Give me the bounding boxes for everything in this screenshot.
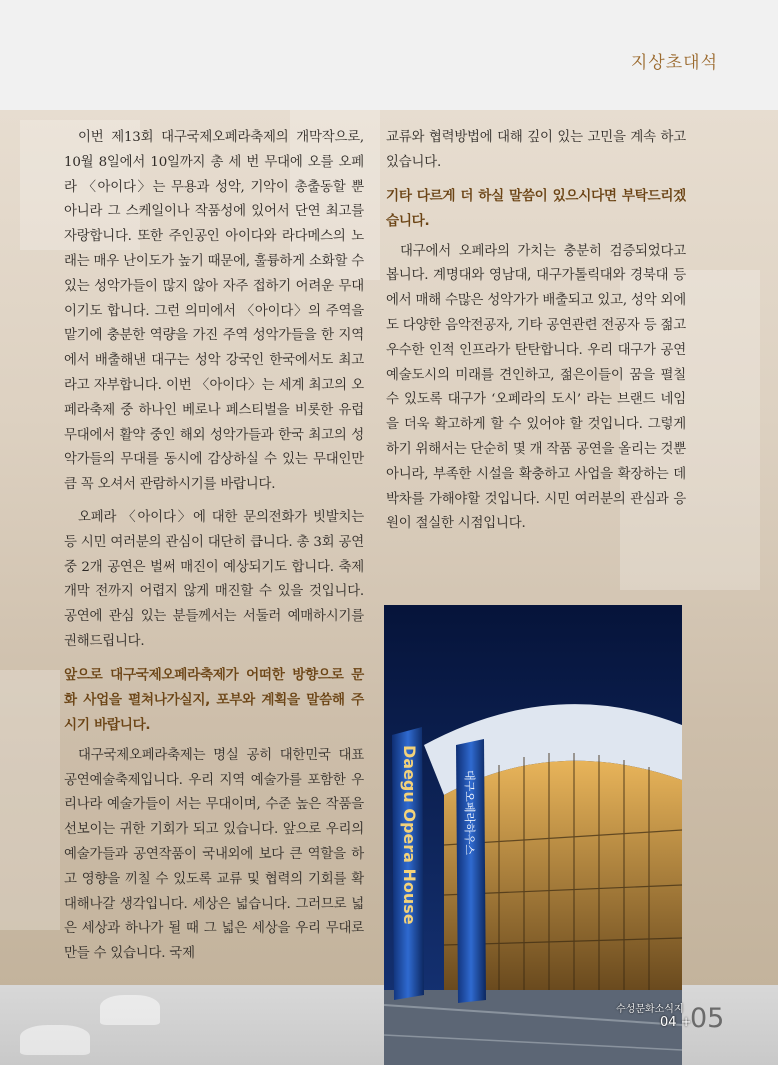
background-car xyxy=(100,995,160,1025)
body-paragraph: 대구에서 오페라의 가치는 충분히 검증되었다고 봅니다. 계명대와 영남대, 대구가톨릭대와 경북대 등에서 매해 수많은 성악가가 배출되고 있고, 성악 외에도 다양한 음악전공자, 기타 공연관련 전공자 등 젊고 우수한 인적 인프라가 탄탄합니다. 우리 대구가 공연예술도시의 미래를 견인하고, 젊은이들이 꿈을 펼칠 수 있도록 대구가 ‘오페라의 도시’ 라는 브랜드 네임을 더욱 확고하게 할 수 있어야 할 것입니다. 그렇게 하기 위해서는 단순히 몇 개 작품 공연을 올리는 것뿐 아니라, 부족한 시설을 확충하고 사업을 확장하는 데 박차를 가해야할 것입니다. 시민 여러분의 관심과 응원이 절실한 시점입니다. xyxy=(386,243,686,532)
opera-house-photo xyxy=(384,605,682,1065)
page-number: 05 xyxy=(690,1003,725,1034)
pillar-sign-korean: 대구오페라하우스 xyxy=(463,770,476,856)
body-paragraph: 오페라 〈아이다〉에 대한 문의전화가 빗발치는 등 시민 여러분의 관심이 대단히 큽니다. 총 3회 공연 중 2개 공연은 벌써 매진이 예상되기도 합니다. 축제 개막 전까지 어렵지 않게 매진할 수 있을 것입니다. 공연에 관심 있는 분들께서는 서둘러 예매하시기를 권해드립니다. xyxy=(64,509,364,649)
left-column xyxy=(64,126,364,975)
body-paragraph: 교류와 협력방법에 대해 깊이 있는 고민을 계속 하고 있습니다. xyxy=(386,130,686,170)
magazine-name: 수성문화소식지 xyxy=(616,1004,684,1015)
background-car xyxy=(20,1025,90,1055)
body-paragraph: 대구국제오페라축제는 명실 공히 대한민국 대표 공연예술축제입니다. 우리 지역 예술가를 포함한 우리나라 예술가들이 서는 무대이며, 수준 높은 작품을 선보이는 귀한 기회가 되고 있습니다. 앞으로 우리의 예술가들과 공연작품이 국내외에 보다 큰 역할을 하고 영향을 끼칠 수 있도록 교류 및 협력의 기회를 확대해나갈 생각입니다. 세상은 넓습니다. 그러므로 넓은 세상과 하나가 될 때 그 넓은 세상을 우리 무대로 만들 수 있습니다. 국제 xyxy=(64,747,364,962)
body-paragraph: 이번 제13회 대구국제오페라축제의 개막작으로, 10월 8일에서 10일까지 총 세 번 무대에 오를 오페라 〈아이다〉는 무용과 성악, 기악이 총출동할 뿐 아니라 그 스케일이나 작품성에 있어서 단연 최고를 자랑합니다. 또한 주인공인 아이다와 라다메스의 노래는 매우 난이도가 높기 때문에, 훌륭하게 소화할 수 있는 성악가들이 많지 않아 자주 접하기 어려운 무대이기도 합니다. 그런 의미에서 〈아이다〉의 주역을 맡기에 충분한 역량을 가진 주역 성악가들을 한 지역에서 배출해낸 대구는 성악 강국인 한국에서도 최고라고 자부합니다. 이번 〈아이다〉는 세계 최고의 오페라축제 중 하나인 베로나 페스티벌을 비롯한 유럽 무대에서 활약 중인 해외 성악가들과 한국 최고의 성악가들의 무대를 동시에 감상하실 수 있는 무대인만큼 꼭 오셔서 관람하시기를 바랍니다. xyxy=(64,130,364,493)
issue-number: 04 + xyxy=(660,1015,692,1030)
interview-question: 앞으로 대구국제오페라축제가 어떠한 방향으로 문화 사업을 펼쳐나가실지, 포부와 계획을 말씀해 주시기 바랍니다. xyxy=(64,666,364,733)
section-title: 지상초대석 xyxy=(630,53,718,73)
background-building xyxy=(0,670,60,930)
right-column xyxy=(386,126,686,545)
interview-question: 기타 다르게 더 하실 말씀이 있으시다면 부탁드리겠습니다. xyxy=(386,187,686,229)
pillar-sign-english: Daegu Opera House xyxy=(400,745,419,925)
